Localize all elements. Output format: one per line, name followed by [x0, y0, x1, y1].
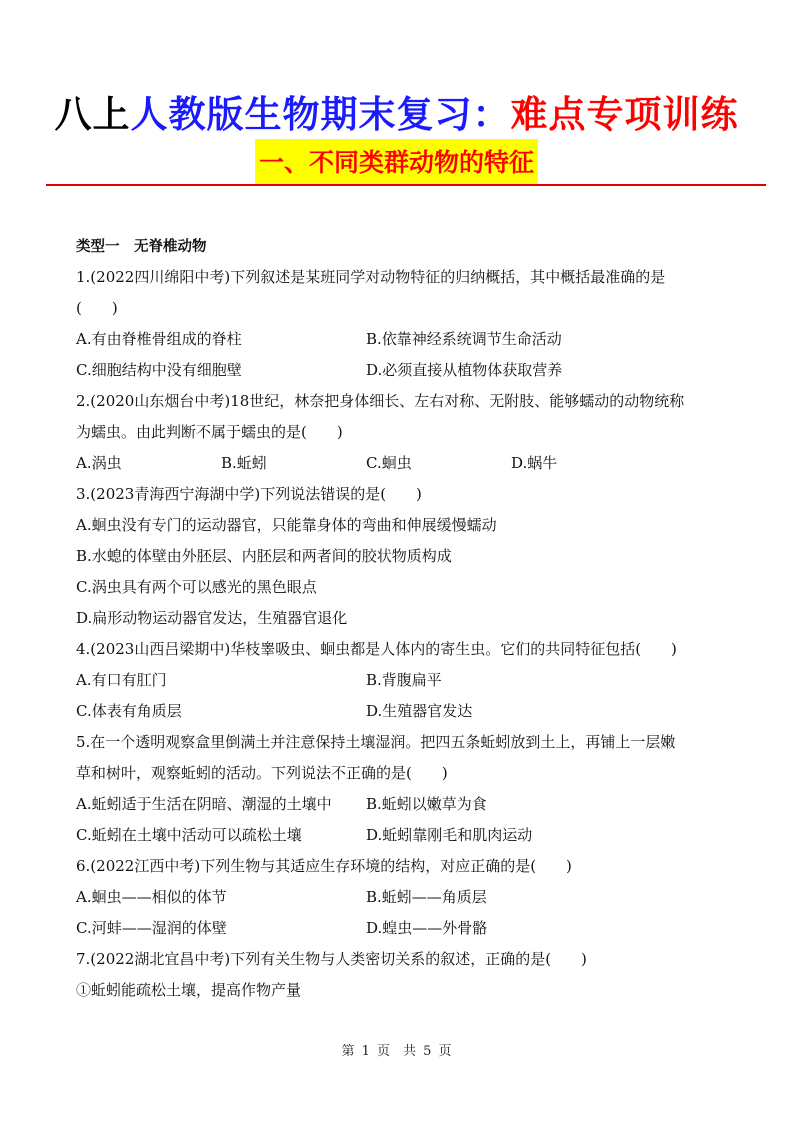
q1-options-row1	[76, 324, 726, 355]
q1-option-b: B.依靠神经系统调节生命活动	[366, 330, 562, 348]
subtitle-wrapper	[0, 139, 793, 185]
title-part-review: 人教版生物期末复习：	[130, 93, 511, 136]
q6-option-a: A.蛔虫——相似的体节	[76, 888, 227, 906]
q2-option-a: A.涡虫	[76, 454, 122, 472]
q6-options-row2	[76, 913, 726, 944]
q2-option-b: B.蚯蚓	[221, 454, 267, 472]
q7-item-1: ①蚯蚓能疏松土壤，提高作物产量	[76, 981, 302, 999]
q4-option-b: B.背腹扁平	[366, 671, 442, 689]
q3-option-b: B.水螅的体壁由外胚层、内胚层和两者间的胶状物质构成	[76, 547, 452, 565]
title-part-grade: 八上	[54, 93, 131, 136]
q5-options-row1	[76, 789, 726, 820]
q5-option-b: B.蚯蚓以嫩草为食	[366, 795, 487, 813]
section-heading: 类型一 无脊椎动物	[76, 239, 207, 255]
q1-option-a: A.有由脊椎骨组成的脊柱	[76, 330, 242, 348]
q5-stem: 5.在一个透明观察盒里倒满土并注意保持土壤湿润。把四五条蚯蚓放到土上，再铺上一层嫩	[76, 733, 676, 751]
title-part-training: 难点专项训练	[510, 93, 739, 136]
q6-option-b: B.蚯蚓——角质层	[366, 888, 487, 906]
q2-option-d: D.蜗牛	[511, 454, 558, 472]
q1-option-d: D.必须直接从植物体获取营养	[366, 361, 563, 379]
q2-stem-cont: 为蠕虫。由此判断不属于蠕虫的是( )	[76, 423, 343, 441]
q4-options-row2	[76, 696, 726, 727]
page-footer: 第 1 页 共 5 页	[341, 1044, 452, 1059]
page-title	[0, 84, 793, 138]
q2-options	[76, 448, 726, 479]
q6-options-row1	[76, 882, 726, 913]
q5-stem-cont: 草和树叶，观察蚯蚓的活动。下列说法不正确的是( )	[76, 764, 448, 782]
q5-option-c: C.蚯蚓在土壤中活动可以疏松土壤	[76, 826, 302, 844]
q5-option-a: A.蚯蚓适于生活在阴暗、潮湿的土壤中	[76, 795, 332, 813]
question-list	[76, 236, 726, 1006]
q2-option-c: C.蛔虫	[366, 454, 412, 472]
q3-option-d: D.扁形动物运动器官发达，生殖器官退化	[76, 609, 348, 627]
q2-stem: 2.(2020山东烟台中考)18世纪，林奈把身体细长、左右对称、无附肢、能够蠕动的动物统称	[76, 392, 685, 410]
q7-stem: 7.(2022湖北宜昌中考)下列有关生物与人类密切关系的叙述，正确的是( )	[76, 950, 587, 968]
q4-option-c: C.体表有角质层	[76, 702, 182, 720]
q4-stem: 4.(2023山西吕梁期中)华枝睾吸虫、蛔虫都是人体内的寄生虫。它们的共同特征包括( )	[76, 640, 677, 658]
q4-option-d: D.生殖器官发达	[366, 702, 473, 720]
q1-stem: 1.(2022四川绵阳中考)下列叙述是某班同学对动物特征的归纳概括，其中概括最准确的是	[76, 268, 666, 286]
q6-option-c: C.河蚌——湿润的体壁	[76, 919, 227, 937]
q4-option-a: A.有口有肛门	[76, 671, 167, 689]
section-subtitle: 一、不同类群动物的特征	[255, 139, 538, 185]
title-divider	[46, 184, 766, 186]
q6-option-d: D.蝗虫——外骨骼	[366, 919, 488, 937]
q5-options-row2	[76, 820, 726, 851]
q3-stem: 3.(2023青海西宁海湖中学)下列说法错误的是( )	[76, 485, 422, 503]
q1-blank: ( )	[76, 299, 118, 317]
q3-option-a: A.蛔虫没有专门的运动器官，只能靠身体的弯曲和伸展缓慢蠕动	[76, 516, 497, 534]
q5-option-d: D.蚯蚓靠刚毛和肌肉运动	[366, 826, 533, 844]
q1-option-c: C.细胞结构中没有细胞壁	[76, 361, 242, 379]
q1-options-row2	[76, 355, 726, 386]
q3-option-c: C.涡虫具有两个可以感光的黑色眼点	[76, 578, 317, 596]
q4-options-row1	[76, 665, 726, 696]
q6-stem: 6.(2022江西中考)下列生物与其适应生存环境的结构，对应正确的是( )	[76, 857, 572, 875]
